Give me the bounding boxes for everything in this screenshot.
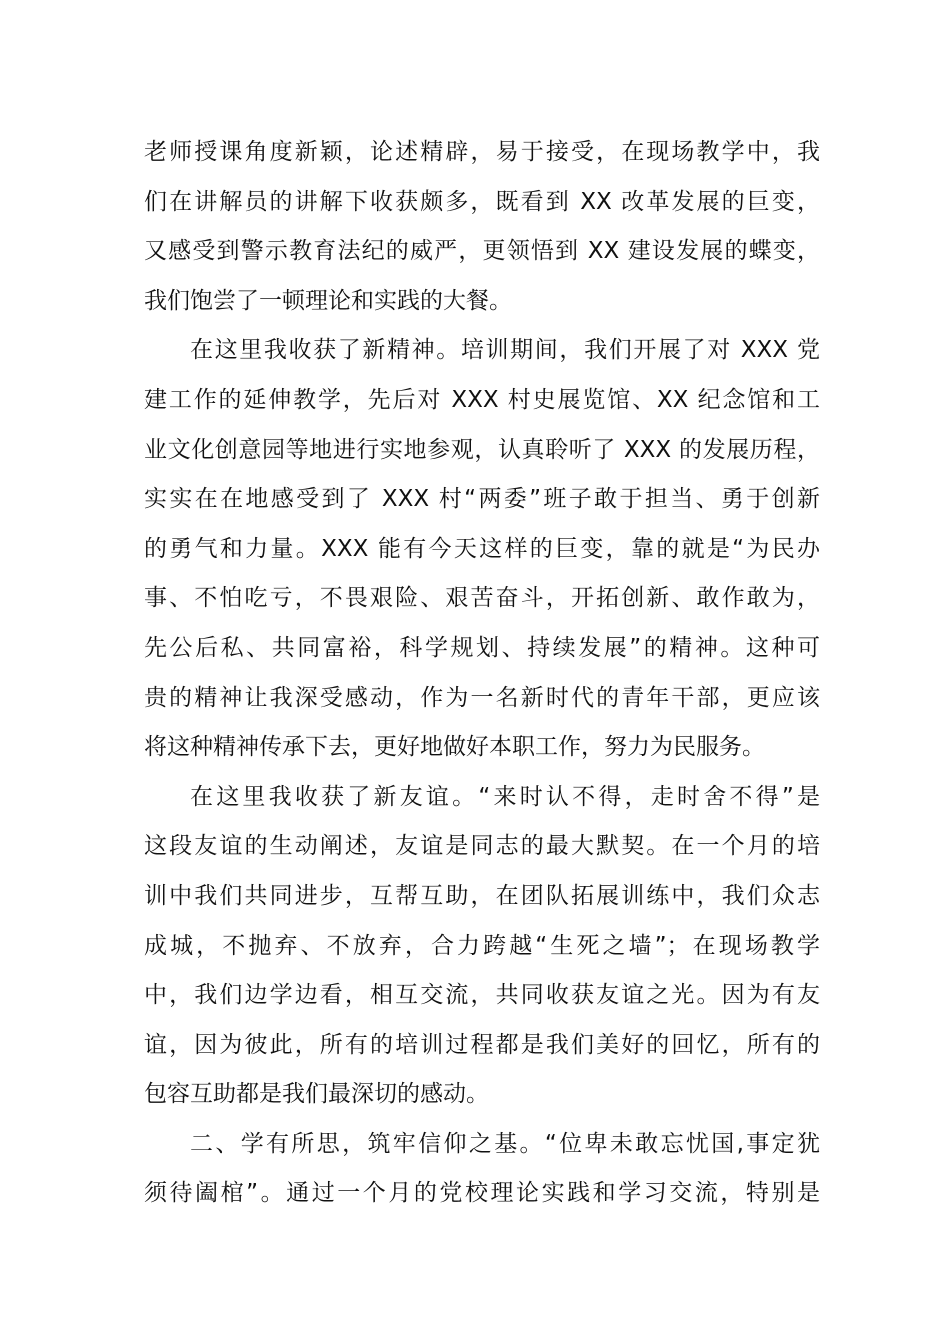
text-line-4: 我们饱尝了一顿理论和实践的大餐。 — [144, 287, 512, 314]
text-line-8: 实实在在地感受到了 XXX 村“两委”班子敢于担当、勇于创新 — [144, 486, 820, 513]
text-line-6: 建工作的延伸教学，先后对 XXX 村史展览馆、XX 纪念馆和工 — [144, 386, 820, 413]
text-line-10: 事、不怕吃亏，不畏艰险、艰苦奋斗，开拓创新、敢作敢为， — [144, 585, 820, 612]
text-line-3: 又感受到警示教育法纪的威严，更领悟到 XX 建设发展的蝶变， — [144, 238, 820, 265]
text-line-5: 在这里我收获了新精神。培训期间，我们开展了对 XXX 党 — [190, 337, 820, 364]
text-line-15: 这段友谊的生动阐述，友谊是同志的最大默契。在一个月的培 — [144, 833, 820, 860]
text-line-14: 在这里我收获了新友谊。“来时认不得，走时舍不得”是 — [190, 783, 820, 810]
text-line-2: 们在讲解员的讲解下收获颇多，既看到 XX 改革发展的巨变， — [144, 188, 820, 215]
text-line-9: 的勇气和力量。XXX 能有今天这样的巨变，靠的就是“为民办 — [144, 535, 820, 562]
document-body — [144, 128, 820, 1219]
text-line-11: 先公后私、共同富裕，科学规划、持续发展”的精神。这种可 — [144, 634, 820, 661]
text-line-22: 须待阖棺”。通过一个月的党校理论实践和学习交流，特别是 — [144, 1180, 820, 1207]
text-line-17: 成城，不抛弃、不放弃，合力跨越“生死之墙”；在现场教学 — [144, 932, 820, 959]
text-line-1: 老师授课角度新颖，论述精辟，易于接受，在现场教学中，我 — [144, 139, 820, 165]
text-line-20: 包容互助都是我们最深切的感动。 — [144, 1081, 489, 1108]
text-line-12: 贵的精神让我深受感动，作为一名新时代的青年干部，更应该 — [144, 684, 820, 711]
text-line-21: 二、学有所思，筑牢信仰之基。“位卑未敢忘忧国,事定犹 — [190, 1130, 820, 1157]
text-line-18: 中，我们边学边看，相互交流，共同收获友谊之光。因为有友 — [144, 982, 820, 1009]
text-line-16: 训中我们共同进步，互帮互助，在团队拓展训练中，我们众志 — [144, 882, 820, 909]
text-line-19: 谊，因为彼此，所有的培训过程都是我们美好的回忆，所有的 — [144, 1031, 820, 1058]
text-line-7: 业文化创意园等地进行实地参观，认真聆听了 XXX 的发展历程， — [144, 436, 820, 463]
text-line-13: 将这种精神传承下去，更好地做好本职工作，努力为民服务。 — [144, 734, 765, 761]
